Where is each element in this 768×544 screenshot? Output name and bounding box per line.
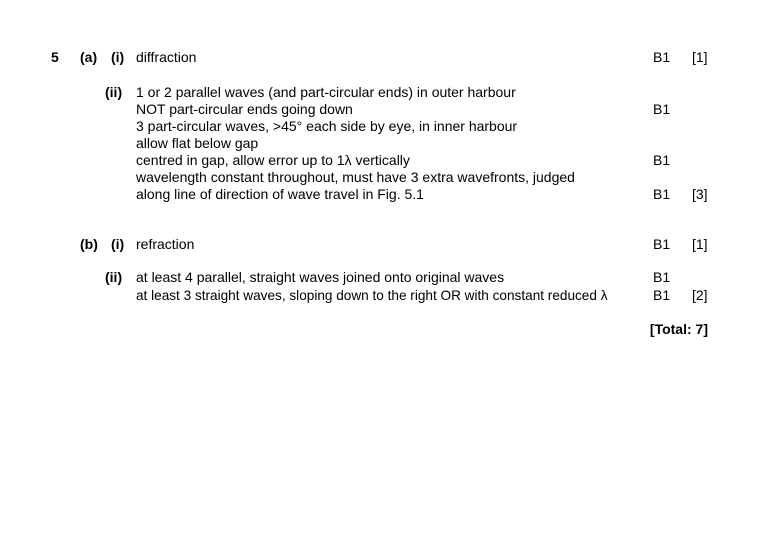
part-a-ii-label: (ii) [105,84,123,100]
part-b-ii-mark-1: B1 [653,269,671,285]
part-a-ii-line-7: along line of direction of wave travel in Fig. 5.1 [136,186,424,202]
part-a-ii-line-5: centred in gap, allow error up to 1λ vertically [136,152,410,168]
part-b-ii-line-1: at least 4 parallel, straight waves joined onto original waves [136,269,505,285]
part-b-label: (b) [80,236,98,252]
part-a-ii-line-1: 1 or 2 parallel waves (and part-circular ends) in outer harbour [136,84,516,100]
part-a-ii-line-6: wavelength constant throughout, must have 3 extra wavefronts, judged [136,169,575,185]
part-a-ii-line-3: 3 part-circular waves, >45° each side by eye, in inner harbour [136,118,518,134]
part-a-ii-line-4: allow flat below gap [136,135,259,151]
question-number: 5 [51,49,59,65]
part-a-i-max: [1] [692,49,708,65]
part-a-ii-max: [3] [692,186,708,202]
part-a-ii-mark-2: B1 [653,152,671,168]
part-a-ii-mark-3: B1 [653,186,671,202]
part-a-i-mark: B1 [653,49,671,65]
part-a-ii-line-2: NOT part-circular ends going down [136,101,353,117]
part-b-i-max: [1] [692,236,708,252]
part-b-ii-max: [2] [692,287,708,303]
part-a-i-label: (i) [111,49,125,65]
part-b-i-mark: B1 [653,236,671,252]
part-a-ii-mark-1: B1 [653,101,671,117]
part-a-label: (a) [80,49,98,65]
part-b-ii-line-2: at least 3 straight waves, sloping down to the right OR with constant reduced λ [136,288,608,303]
total-marks: [Total: 7] [649,321,708,337]
part-b-i-answer: refraction [136,236,195,252]
part-b-i-label: (i) [111,236,125,252]
part-b-ii-mark-2: B1 [653,287,671,303]
part-b-ii-label: (ii) [105,269,123,285]
part-a-i-answer: diffraction [136,49,197,65]
